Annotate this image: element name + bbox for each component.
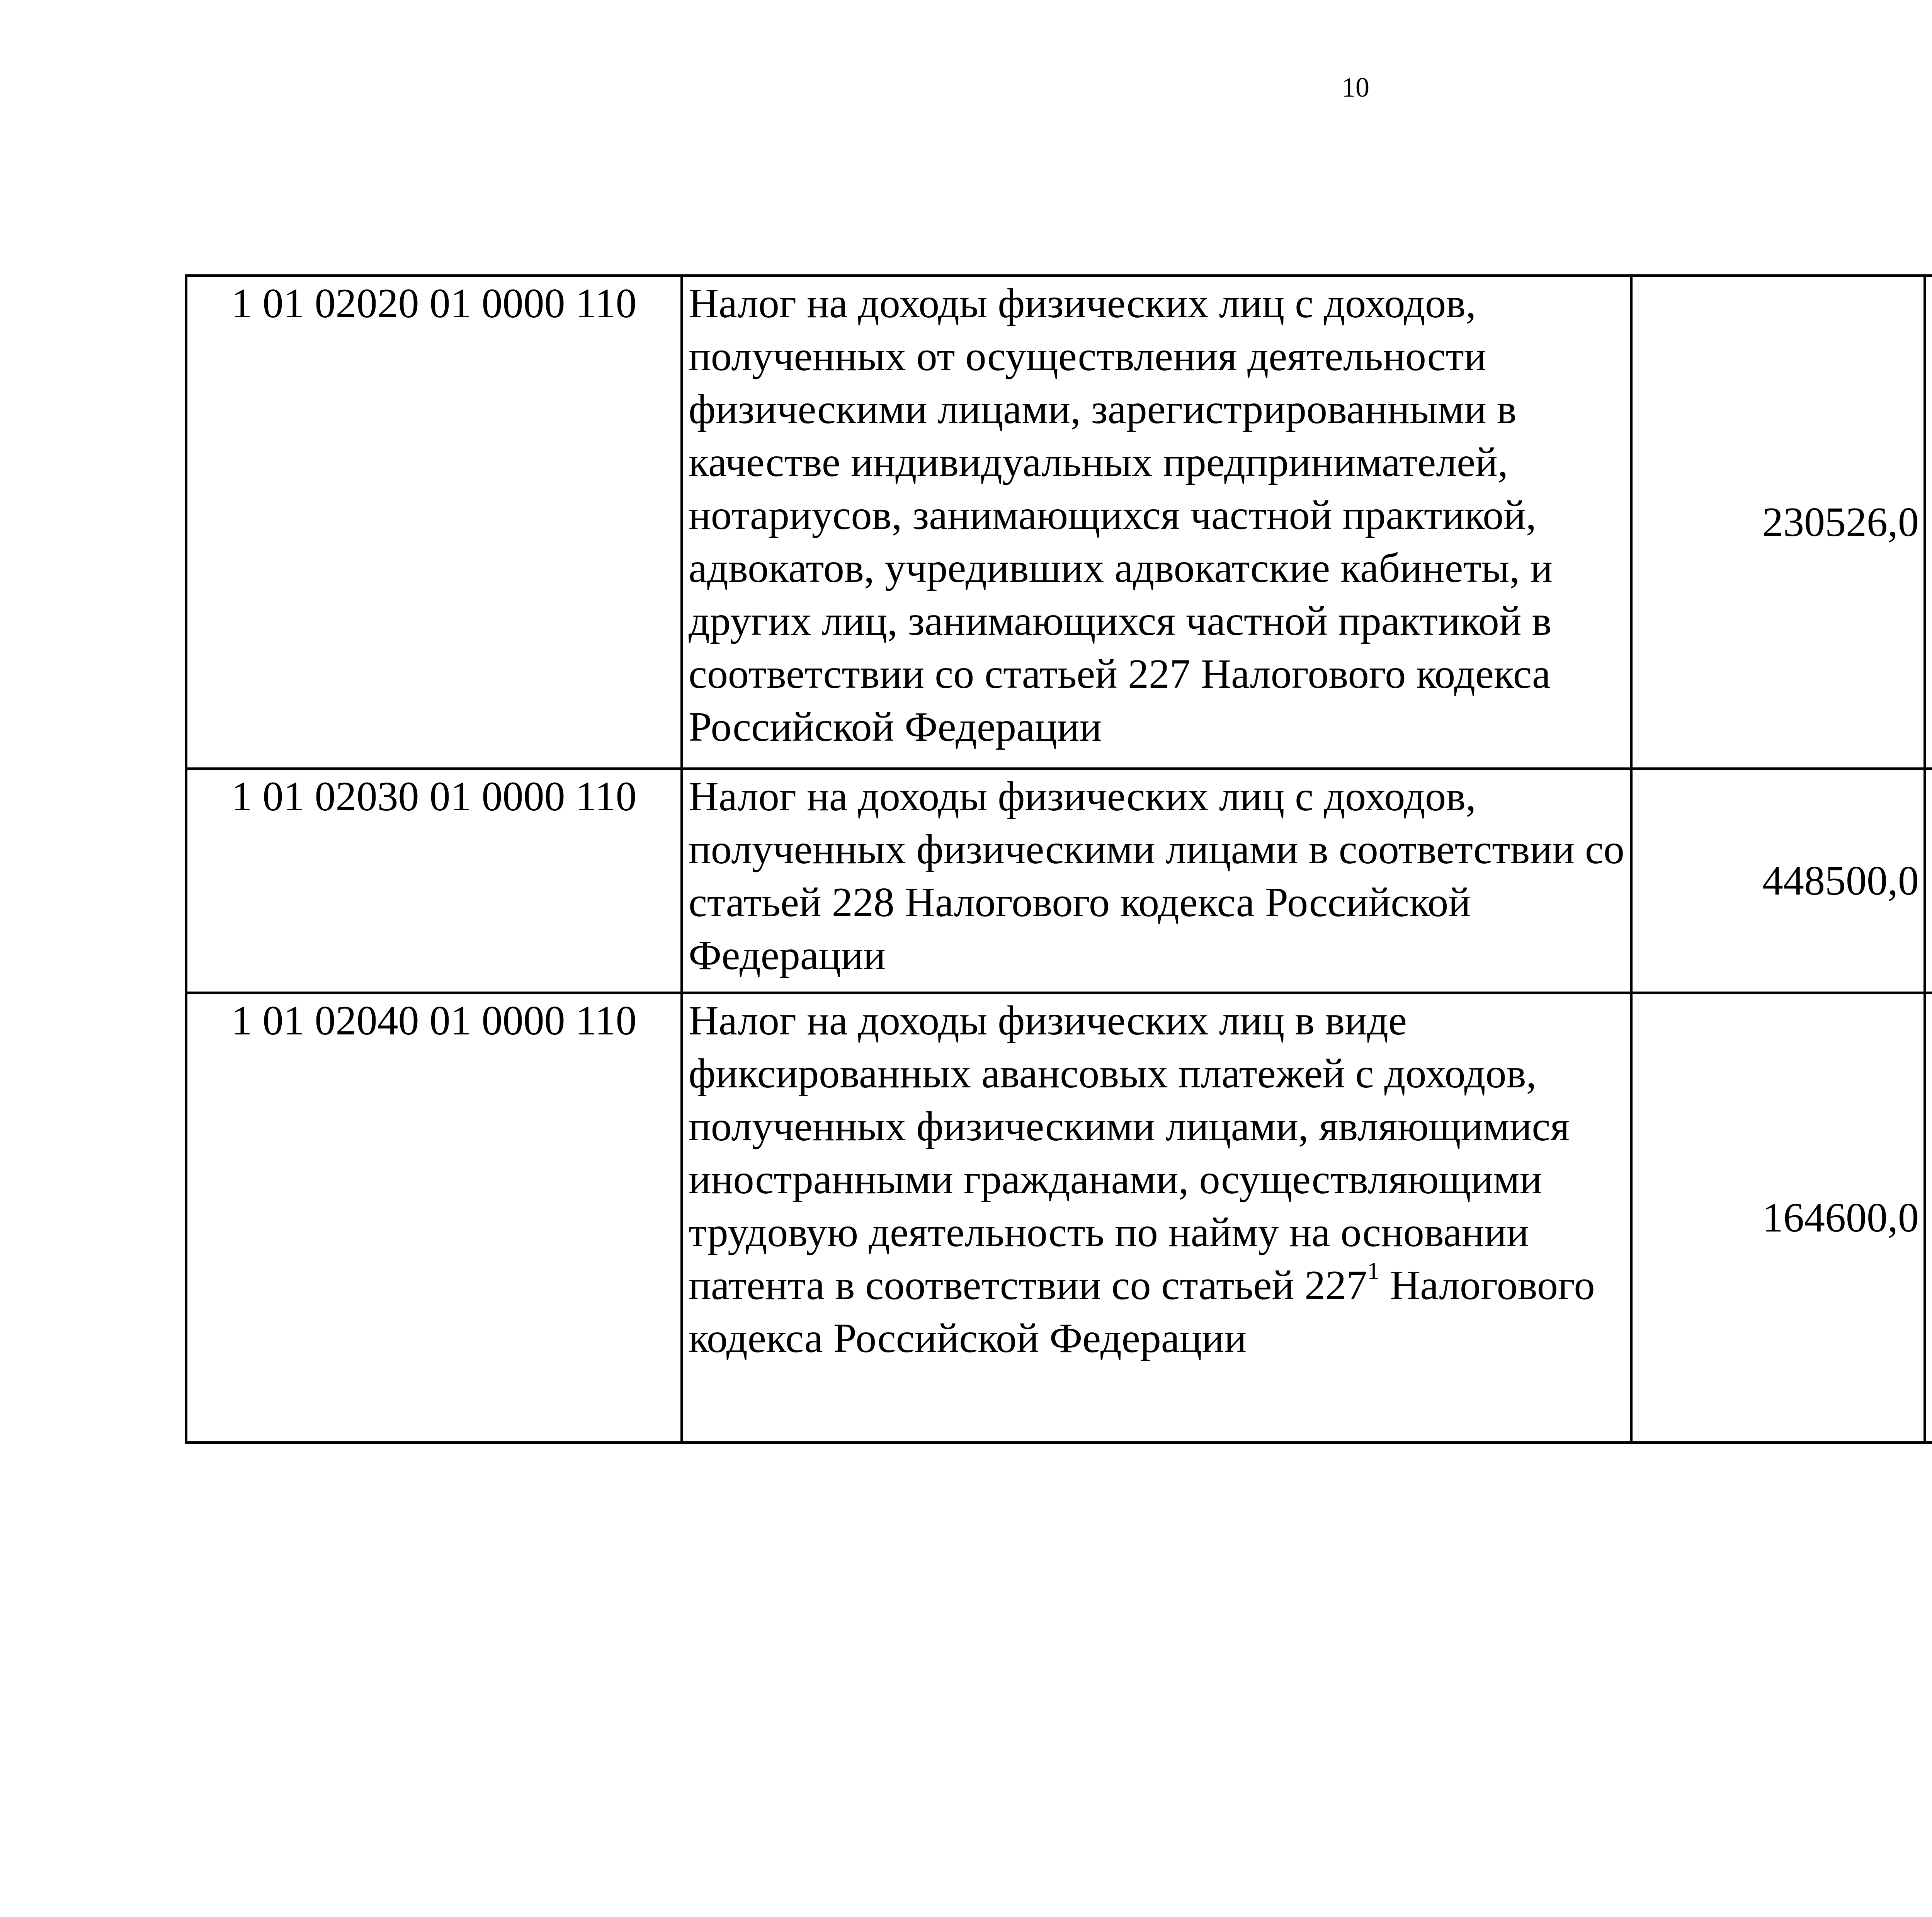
amount-cell-2 <box>1925 276 1932 769</box>
article-superscript: 1 <box>1367 1257 1380 1284</box>
revenue-name-cell: Налог на доходы физических лиц с доходов, полученных от осуществления деятельности физическими лицами, зарегистрированными в качестве индивидуальных предпринимателей, нотариусов, занимающихся частной практикой, адвокатов, учредивших адвокатские кабинеты, и других лиц, занимающихся частной практикой в соответствии со статьей 227 Налогового кодекса Российской Федерации <box>682 276 1631 769</box>
revenue-name-cell: Налог на доходы физических лиц с доходов, полученных физическими лицами в соответствии со статьей 228 Налогового кодекса Российской Федерации <box>682 769 1631 993</box>
amount-cell-1: 448500,0 <box>1631 769 1925 993</box>
revenue-name-cell <box>682 993 1631 1443</box>
budget-code-cell: 1 01 02020 01 0000 110 <box>186 276 682 769</box>
budget-code-cell: 1 01 02030 01 0000 110 <box>186 769 682 993</box>
revenue-table <box>185 274 1932 1444</box>
amount-cell-1: 164600,0 <box>1631 993 1925 1443</box>
revenue-name-text: Налог на доходы физических лиц в виде фиксированных авансовых платежей с доходов, полученных физическими лицами, являющимися иностранными гражданами, осуществляющими трудовую деятельность по найму на основании патента в соответствии со статьей 227 <box>689 998 1570 1308</box>
table-row <box>186 276 1932 769</box>
table-row <box>186 769 1932 993</box>
amount-cell-2 <box>1925 769 1932 993</box>
amount-cell-2 <box>1925 993 1932 1443</box>
amount-cell-1: 230526,0 <box>1631 276 1925 769</box>
table-row <box>186 993 1932 1443</box>
budget-code-cell: 1 01 02040 01 0000 110 <box>186 993 682 1443</box>
page-number: 10 <box>1342 72 1369 103</box>
revenue-name-text-end: Налогового кодекса Российской Федерации <box>689 1262 1595 1361</box>
